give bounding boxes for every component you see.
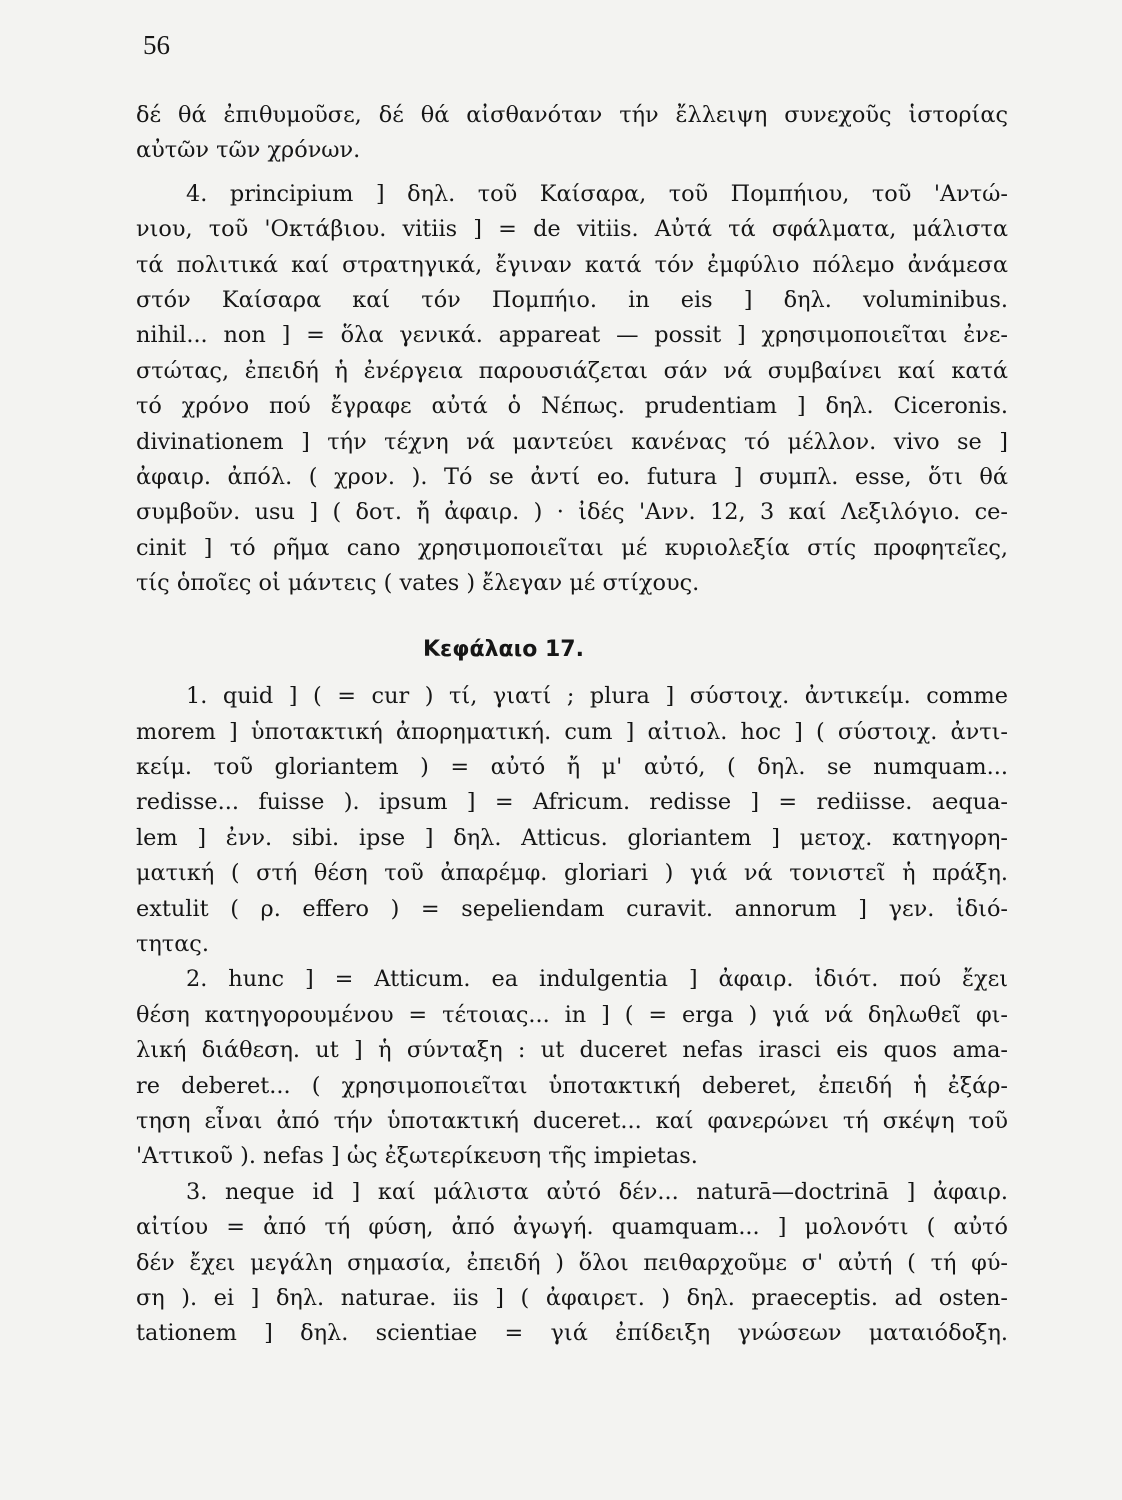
text-line: νιου, τοῦ 'Οκτάβιου. vitiis ] = de vitiis. Αὐτά τά σφάλματα, μάλιστα xyxy=(136,216,1008,243)
text-line: nihil... non ] = ὅλα γενικά. appareat — possit ] χρησιμοποιεῖται ἐνε- xyxy=(136,322,1008,349)
text-line: θέση κατηγορουμένου = τέτοιας... in ] ( = erga ) γιά νά δηλωθεῖ φι- xyxy=(136,1001,1008,1028)
text-line: κείμ. τοῦ gloriantem ) = αὐτό ἤ μ' αὐτό, ( δηλ. se numquam... xyxy=(136,753,1008,780)
text-line: 'Αττικοῦ ). nefas ] ὡς ἐξωτερίκευση τῆς impietas. xyxy=(136,1143,698,1170)
text-line: 3. neque id ] καί μάλιστα αὐτό δέν... naturā—doctrinā ] ἀφαιρ. xyxy=(186,1178,1008,1205)
text-line: ἀφαιρ. ἀπόλ. ( χρον. ). Τό se ἀντί eo. futura ] συμπλ. esse, ὅτι θά xyxy=(136,464,1008,491)
text-line: divinationem ] τήν τέχνη νά μαντεύει κανένας τό μέλλον. vivo se ] xyxy=(136,428,1008,455)
text-line: cinit ] τό ρῆμα cano χρησιμοποιεῖται μέ κυριολεξία στίς προφητεῖες, xyxy=(136,534,1008,561)
text-line: στώτας, ἐπειδή ἡ ἐνέργεια παρουσιάζεται σάν νά συμβαίνει καί κατά xyxy=(136,357,1008,384)
text-line: ματική ( στή θέση τοῦ ἀπαρέμφ. gloriari ) γιά νά τονιστεῖ ἡ πράξη. xyxy=(136,860,1008,887)
text-line: αἰτίου = ἀπό τή φύση, ἀπό ἀγωγή. quamquam... ] μολονότι ( αὐτό xyxy=(136,1214,1008,1241)
text-line: tationem ] δηλ. scientiae = γιά ἐπίδειξη γνώσεων ματαιόδοξη. xyxy=(136,1320,1008,1347)
text-line: re deberet... ( χρησιμοποιεῖται ὑποτακτική deberet, ἐπειδή ἡ ἐξάρ- xyxy=(136,1072,1008,1099)
chapter-heading: Κεφάλαιο 17. xyxy=(423,636,584,662)
text-line: morem ] ὑποτακτική ἀπορηματική. cum ] αἰτιολ. hoc ] ( σύστοιχ. ἀντι- xyxy=(136,718,1008,745)
text-line: extulit ( ρ. effero ) = sepeliendam curavit. annorum ] γεν. ἰδιό- xyxy=(136,895,1008,922)
page-number: 56 xyxy=(143,30,170,60)
text-line: τά πολιτικά καί στρατηγικά, ἔγιναν κατά τόν ἐμφύλιο πόλεμο ἀνάμεσα xyxy=(136,251,1008,278)
text-line: redisse... fuisse ). ipsum ] = Africum. redisse ] = rediisse. aequa- xyxy=(136,789,1008,816)
text-line: δέν ἔχει μεγάλη σημασία, ἐπειδή ) ὅλοι πειθαρχοῦμε σ' αὐτή ( τή φύ- xyxy=(136,1249,1008,1276)
text-line: τηση εἶναι ἀπό τήν ὑποτακτική duceret... καί φανερώνει τή σκέψη τοῦ xyxy=(136,1107,1008,1134)
text-line: αὐτῶν τῶν χρόνων. xyxy=(136,137,361,164)
text-line: ση ). ei ] δηλ. naturae. iis ] ( ἀφαιρετ. ) δηλ. praeceptis. ad osten- xyxy=(136,1285,1008,1311)
text-line: 4. principium ] δηλ. τοῦ Καίσαρα, τοῦ Πομπήιου, τοῦ 'Αντώ- xyxy=(186,180,1008,207)
text-line: lem ] ἐνν. sibi. ipse ] δηλ. Atticus. gloriantem ] μετοχ. κατηγορη- xyxy=(136,824,1008,851)
text-line: στόν Καίσαρα καί τόν Πομπήιο. in eis ] δηλ. voluminibus. xyxy=(136,287,1008,314)
text-line: δέ θά ἐπιθυμοῦσε, δέ θά αἰσθανόταν τήν ἔλλειψη συνεχοῦς ἱστορίας xyxy=(136,102,1008,128)
text-line: τό χρόνο πού ἔγραφε αὐτά ὁ Νέπως. prudentiam ] δηλ. Ciceronis. xyxy=(136,393,1008,420)
text-line: 2. hunc ] = Atticum. ea indulgentia ] ἀφαιρ. ἰδιότ. πού ἔχει xyxy=(186,966,1008,993)
text-line: τίς ὁποῖες οἱ μάντεις ( vates ) ἔλεγαν μέ στίχους. xyxy=(136,570,700,597)
body-text xyxy=(136,98,1008,1352)
text-line: 1. quid ] ( = cur ) τί, γιατί ; plura ] σύστοιχ. ἀντικείμ. comme xyxy=(186,683,1008,710)
text-line: τητας. xyxy=(136,930,209,957)
text-line: λική διάθεση. ut ] ἡ σύνταξη : ut duceret nefas irasci eis quos ama- xyxy=(136,1037,1008,1064)
text-line: συμβοῦν. usu ] ( δοτ. ἤ ἀφαιρ. ) · ἰδές 'Ανν. 12, 3 καί Λεξιλόγιο. ce- xyxy=(136,499,1008,526)
